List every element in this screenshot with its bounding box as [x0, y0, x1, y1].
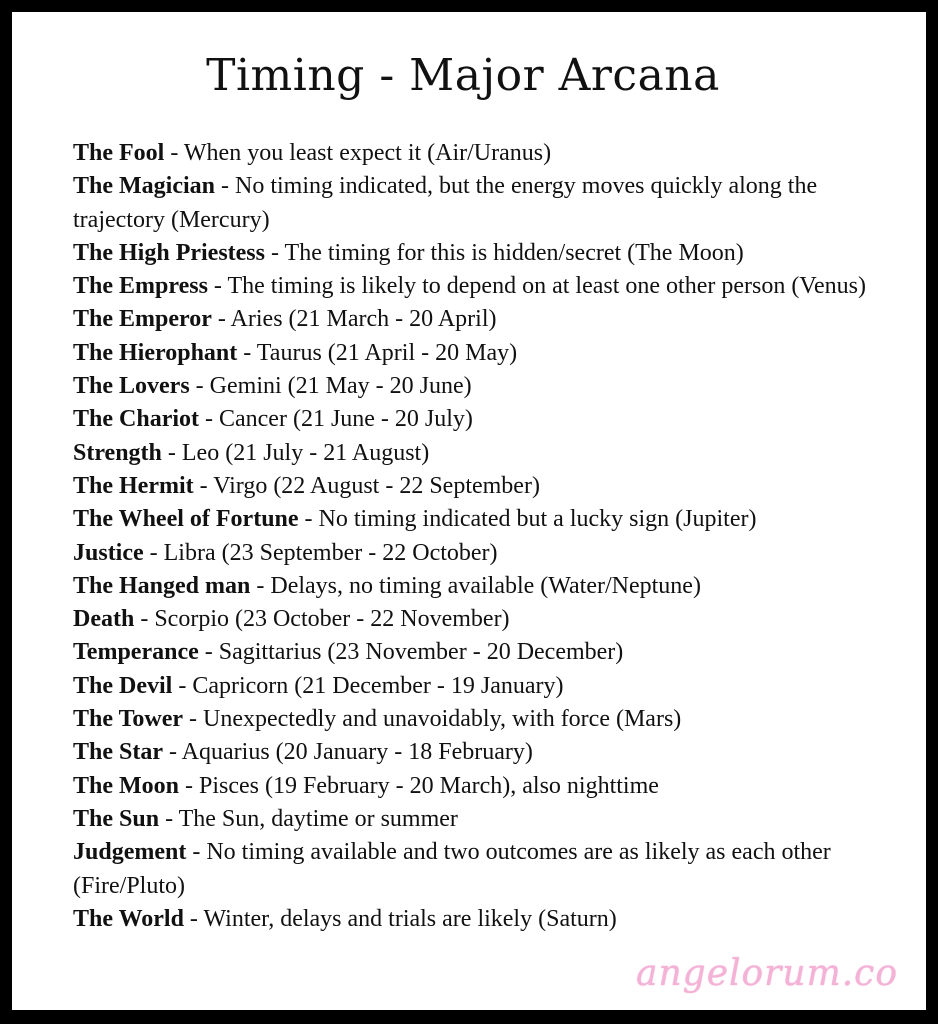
arcana-name: The Star: [73, 739, 163, 766]
arcana-entry-the-sun: [73, 803, 903, 836]
arcana-name: The Moon: [73, 772, 180, 799]
arcana-entry-the-fool: [73, 137, 903, 170]
arcana-name: The Wheel of Fortune: [73, 506, 299, 533]
arcana-entry-judgement: [73, 836, 903, 903]
arcana-entry-death: [73, 603, 903, 636]
arcana-name: The Empress: [73, 273, 208, 300]
arcana-entry-the-empress: [73, 270, 903, 303]
arcana-entry-the-chariot: [73, 403, 903, 436]
arcana-entry-the-high-priestess: [73, 237, 903, 270]
page-title: Timing - Major Arcana: [206, 50, 720, 101]
arcana-timing: - No timing indicated but a lucky sign (Jupiter): [298, 506, 757, 533]
arcana-timing: - Pisces (19 February - 20 March), also nighttime: [179, 772, 659, 799]
arcana-timing: - The Sun, daytime or summer: [159, 805, 458, 832]
arcana-timing: - The timing for this is hidden/secret (The Moon): [265, 239, 744, 266]
arcana-name: Death: [73, 606, 135, 633]
arcana-entry-the-tower: [73, 703, 903, 736]
site-watermark: angelorum.co: [636, 953, 898, 994]
arcana-entry-the-world: [73, 903, 903, 936]
arcana-entry-justice: [73, 537, 903, 570]
arcana-timing: - Gemini (21 May - 20 June): [189, 373, 472, 400]
arcana-entry-the-wheel-of-fortune: [73, 503, 903, 536]
arcana-timing: - Sagittarius (23 November - 20 December): [198, 639, 624, 666]
arcana-entry-the-star: [73, 736, 903, 769]
arcana-entry-temperance: [73, 636, 903, 669]
arcana-name: Strength: [73, 439, 162, 466]
arcana-name: The Lovers: [73, 373, 190, 400]
arcana-timing: - Delays, no timing available (Water/Neptune): [250, 572, 701, 599]
arcana-name: The Hanged man: [73, 572, 251, 599]
arcana-timing: - Leo (21 July - 21 August): [161, 439, 430, 466]
arcana-name: The Fool: [73, 140, 165, 166]
arcana-entry-the-hanged-man: [73, 570, 903, 603]
arcana-entry-the-hermit: [73, 470, 903, 503]
arcana-entry-the-magician: [73, 170, 903, 237]
arcana-entry-strength: [73, 437, 903, 470]
arcana-name: The Sun: [73, 805, 160, 832]
arcana-name: The Devil: [73, 672, 173, 699]
arcana-list: [73, 137, 903, 936]
arcana-name: The Emperor: [73, 306, 212, 333]
arcana-name: Temperance: [73, 639, 199, 666]
arcana-timing: - Virgo (22 August - 22 September): [193, 472, 540, 499]
arcana-name: The Magician: [73, 173, 215, 200]
arcana-timing: - Aquarius (20 January - 18 February): [163, 739, 533, 766]
arcana-timing: - Cancer (21 June - 20 July): [199, 406, 473, 433]
arcana-name: The Tower: [73, 706, 184, 733]
arcana-name: Justice: [73, 539, 144, 566]
arcana-timing: - Winter, delays and trials are likely (Saturn): [183, 905, 617, 932]
arcana-timing: - Unexpectedly and unavoidably, with force (Mars): [183, 706, 682, 733]
document-page: [12, 12, 926, 1010]
arcana-timing: - No timing indicated, but the energy moves quickly along the trajectory (Mercury): [73, 173, 818, 233]
arcana-entry-the-lovers: [73, 370, 903, 403]
arcana-name: The World: [73, 905, 184, 932]
arcana-name: Judgement: [73, 839, 187, 866]
arcana-timing: - The timing is likely to depend on at least one other person (Venus): [207, 273, 866, 300]
arcana-timing: - Capricorn (21 December - 19 January): [172, 672, 564, 699]
arcana-timing: - Scorpio (23 October - 22 November): [134, 606, 510, 633]
arcana-timing: - Taurus (21 April - 20 May): [237, 339, 518, 366]
arcana-entry-the-moon: [73, 770, 903, 803]
arcana-timing: - No timing available and two outcomes are as likely as each other (Fire/Pluto): [73, 839, 831, 899]
arcana-timing: - When you least expect it (Air/Uranus): [164, 140, 552, 166]
arcana-name: The High Priestess: [73, 239, 265, 266]
arcana-name: The Hermit: [73, 472, 194, 499]
arcana-name: The Chariot: [73, 406, 199, 433]
arcana-entry-the-devil: [73, 670, 903, 703]
arcana-timing: - Aries (21 March - 20 April): [211, 306, 497, 333]
arcana-entry-the-hierophant: [73, 337, 903, 370]
arcana-name: The Hierophant: [73, 339, 238, 366]
arcana-timing: - Libra (23 September - 22 October): [143, 539, 498, 566]
arcana-entry-the-emperor: [73, 303, 903, 336]
